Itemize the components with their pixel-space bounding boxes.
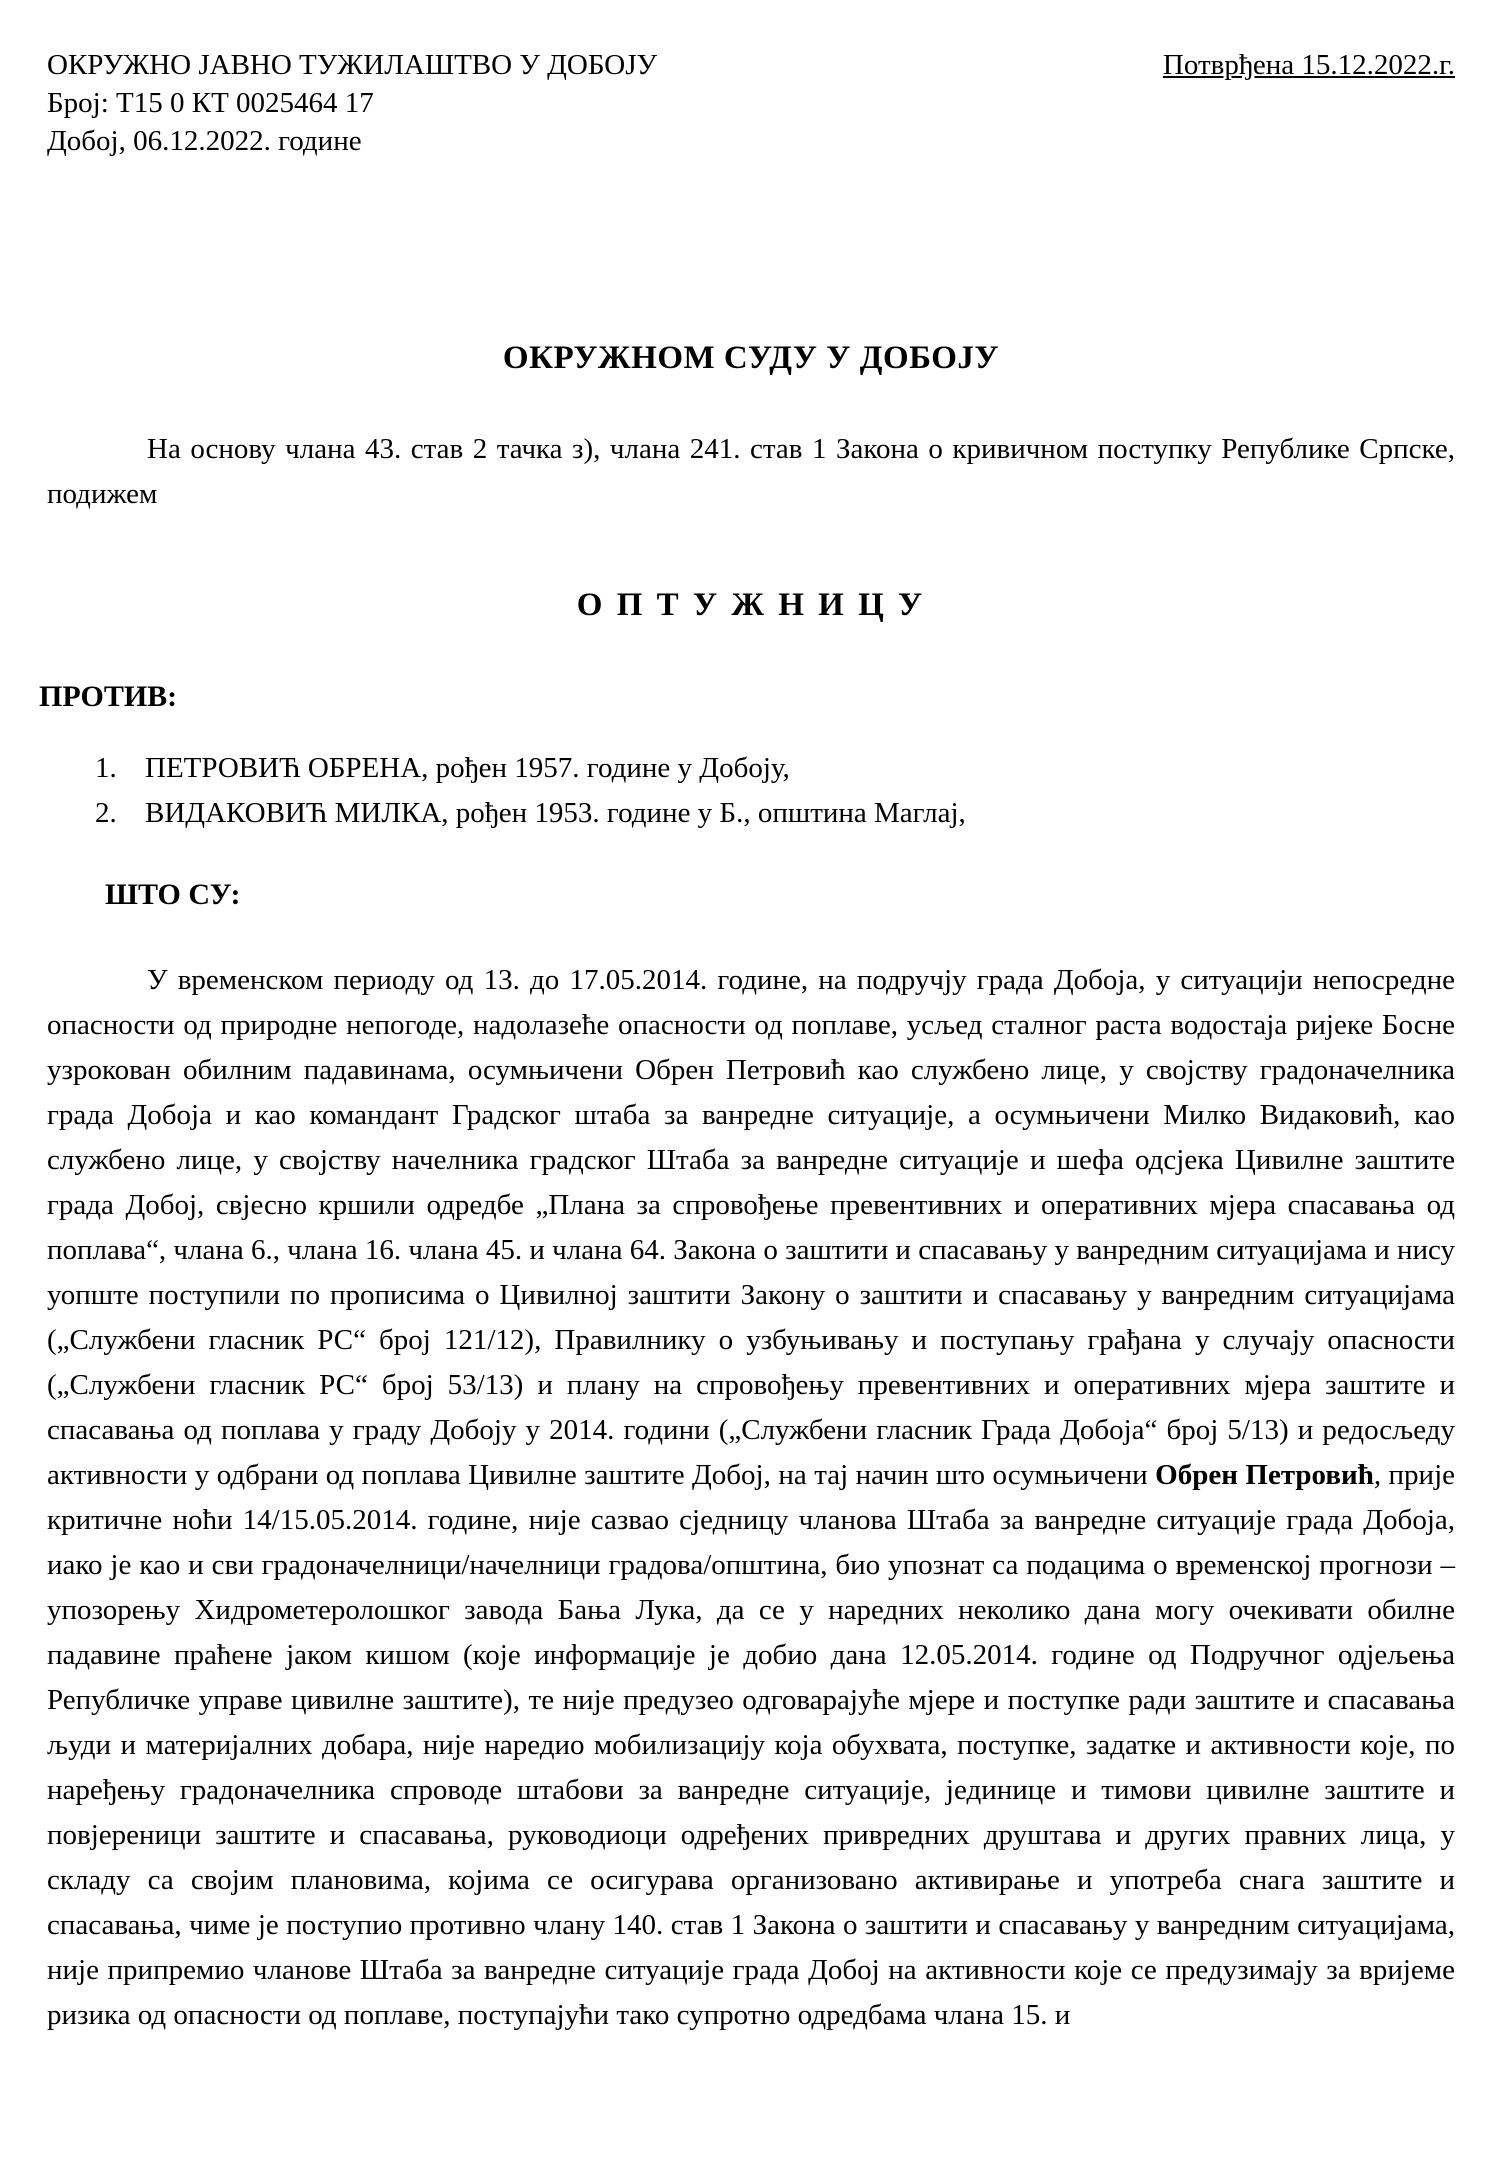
prosecutor-office-block	[47, 46, 657, 160]
defendant-row	[95, 791, 1455, 836]
accused-name-bold: Обрен Петровић	[1155, 1459, 1374, 1491]
defendant-text: ПЕТРОВИЋ ОБРЕНА, рођен 1957. године у Добоју,	[145, 752, 790, 784]
body-text-part1: У временском периоду од 13. до 17.05.2014. године, на подручју града Добоја, у ситуацији непосредне опасности од природне непогоде, надолазеће опасности од поплаве, усљед сталног раста водостаја ријеке Босне узрокован обилним падавинама, осумњичени Обрен Петровић као службено лице, у својству градоначелника града Добоја и као командант Градског штаба за ванредне ситуације, а осумњичени Милко Видаковић, као службено лице, у својству начелника градског Штаба за ванредне ситуације и шефа одсјека Цивилне заштите града Добој, свјесно кршили одредбе „Плана за спровођење превентивних и оперативних мјера спасавања од поплава“, члана 6., члана 16. члана 45. и члана 64. Закона о заштити и спасавању у ванредним ситуацијама и нису уопште поступили по прописима о Цивилној заштити Закону о заштити и спасавању у ванредним ситуацијама („Службени гласник РС“ број 121/12), Правилнику о узбуњивању и поступању грађана у случају опасности („Службени гласник РС“ број 53/13) и плану на спровођењу превентивних и оперативних мјера заштите и спасавања од поплава у граду Добоју у 2014. години („Службени гласник Града Добоја“ број 5/13) и редосљеду активности у одбрани од поплава Цивилне заштите Добој, на тај начин што осумњичени	[47, 964, 1456, 1491]
defendants-list	[47, 746, 1455, 836]
indictment-title: О П Т У Ж Н И Ц У	[576, 587, 926, 623]
defendant-number: 2.	[95, 797, 117, 829]
confirmation-date: Потврђена 15.12.2022.г.	[1162, 49, 1455, 81]
indictment-body-paragraph	[47, 958, 1455, 2038]
document-header	[47, 46, 1455, 160]
court-title: ОКРУЖНОМ СУДУ У ДОБОЈУ	[502, 340, 1000, 376]
defendant-number: 1.	[95, 752, 117, 784]
defendant-text: ВИДАКОВИЋ МИЛКА, рођен 1953. године у Б., општина Маглај,	[145, 797, 966, 829]
legal-basis-paragraph: На основу члана 43. став 2 тачка з), члана 241. став 1 Закона о кривичном поступку Републике Српске, подижем	[47, 433, 1455, 510]
what-they-did-label: ШТО СУ:	[105, 878, 241, 911]
place-and-date: Добој, 06.12.2022. године	[47, 125, 362, 157]
body-text-part2: , прије критичне ноћи 14/15.05.2014. године, није сазвао сједницу чланова Штаба за ванредне ситуације града Добоја, иако је као и сви градоначелници/начелници градова/општина, био упознат са подацима о временској прогнози – упозорењу Хидрометеролошког завода Бања Лука, да се у наредних неколико дана могу очекивати обилне падавине праћене јаком кишом (које информације је добио дана 12.05.2014. године од Подручног одјељења Републичке управе цивилне заштите), те није предузео одговарајуће мјере и поступке ради заштите и спасавања људи и материјалних добара, није наредио мобилизацију која обухвата, поступке, задатке и активности које, по наређењу градоначелника спроводе штабови за ванредне ситуације, јединице и тимови цивилне заштите и повјереници заштите и спасавања, руководиоци одређених привредних друштава и других правних лица, у складу са својим плановима, којима се осигурава организовано активирање и употреба снага заштите и спасавања, чиме је поступио противно члану 140. став 1 Закона о заштити и спасавању у ванредним ситуацијама, није припремио чланове Штаба за ванредне ситуације града Добој на активности које се предузимају за вријеме ризика од опасности од поплаве, поступајући тако супротно одредбама члана 15. и	[47, 1459, 1456, 2031]
case-number: Број: Т15 0 КТ 0025464 17	[47, 87, 374, 119]
office-name: ОКРУЖНО ЈАВНО ТУЖИЛАШТВО У ДОБОЈУ	[47, 49, 658, 81]
against-label: ПРОТИВ:	[39, 680, 178, 713]
defendant-row	[95, 746, 1455, 791]
